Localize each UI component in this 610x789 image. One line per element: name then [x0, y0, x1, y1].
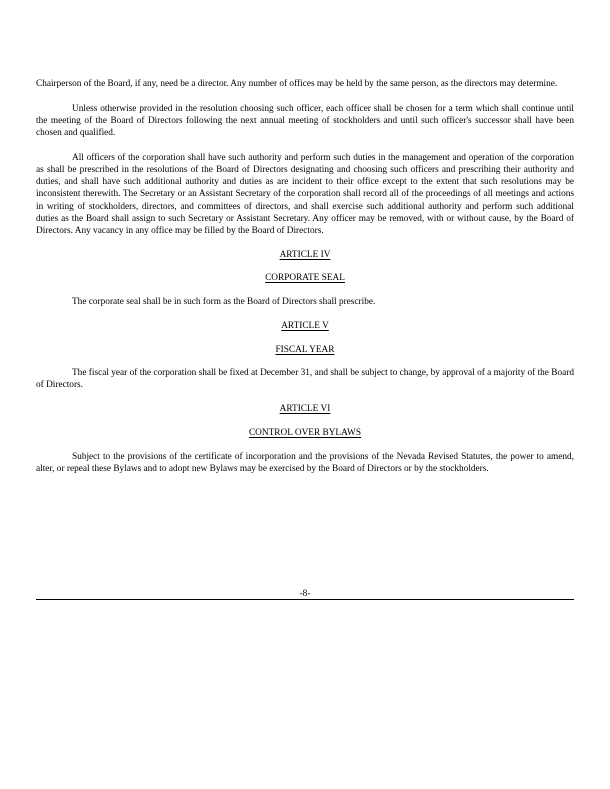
paragraph-officer-term: Unless otherwise provided in the resolution choosing such officer, each officer shall be chosen for a term which shall continue until the meeting of the Board of Directors following the next annual meeting of stockholders and until such officer's successor shall have been chosen and qualified. [36, 103, 574, 139]
article-v-heading: ARTICLE V [281, 320, 329, 331]
article-iv-heading: ARTICLE IV [279, 249, 331, 260]
article-iv-title: CORPORATE SEAL [265, 273, 345, 284]
article-v-text: The fiscal year of the corporation shall be fixed at December 31, and shall be subject to change, by approval of a majority of the Board of Directors. [36, 368, 574, 391]
article-iv-text: The corporate seal shall be in such form as the Board of Directors shall prescribe. [72, 297, 376, 308]
footer-divider [36, 599, 574, 600]
article-vi-title: CONTROL OVER BYLAWS [248, 427, 362, 438]
article-vi-text: Subject to the provisions of the certificate of incorporation and the provisions of the Nevada Revised Statutes, the power to amend, alter, or repeal these Bylaws and to adopt new Bylaws may be exercised by the Board of Directors or by the stockholders. [36, 451, 574, 474]
page-number: -8- [299, 589, 311, 599]
paragraph-officers-directors: Chairperson of the Board, if any, need be a director. Any number of offices may be held by the same person, as the directors may determine. [36, 79, 558, 89]
document-page [36, 78, 574, 475]
article-vi-heading: ARTICLE VI [279, 404, 331, 415]
paragraph-officer-authority: All officers of the corporation shall have such authority and perform such duties in the management and operation of the corporation as shall be prescribed in the resolutions of the Board of Directors designating and choosing such officers and prescribing their authority and duties, and shall have such additional authority and duties as are incident to their office except to the extent that such resolutions may be inconsistent therewith. The Secretary or an Assistant Secretary of the corporation shall record all of the proceedings of all meetings and actions in writing of stockholders, directors, and committees of directors, and shall exercise such additional authority and perform such additional duties as the Board shall assign to such Secretary or Assistant Secretary. Any officer may be removed, with or without cause, by the Board of Directors. Any vacancy in any office may be filled by the Board of Directors. [36, 152, 574, 237]
article-v-title: FISCAL YEAR [275, 344, 335, 355]
